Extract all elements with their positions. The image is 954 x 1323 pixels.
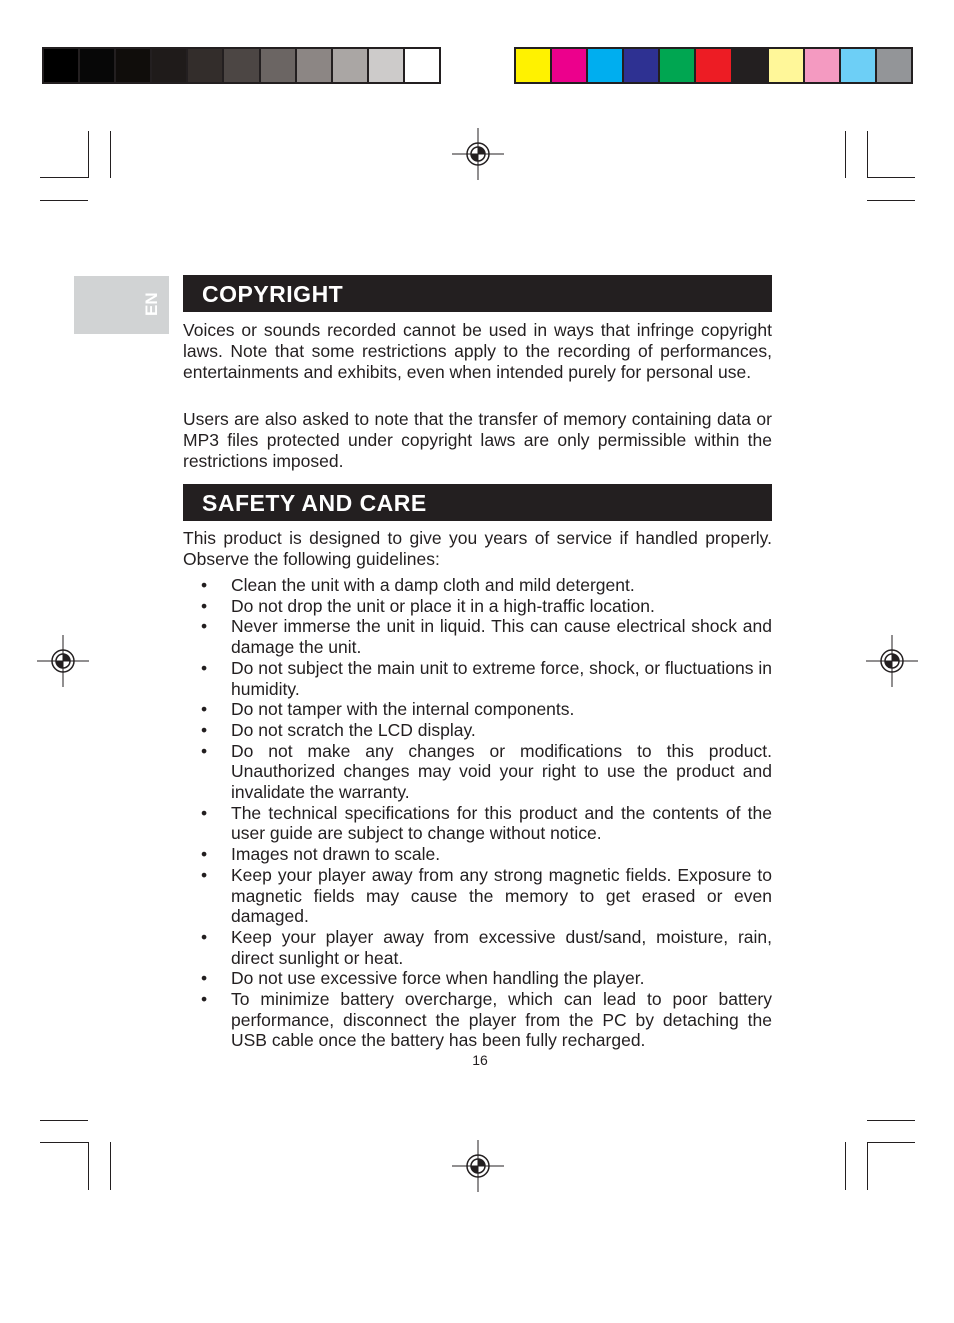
grayscale-swatch <box>369 49 405 82</box>
crop-mark <box>40 177 88 178</box>
process-color-swatch <box>588 49 624 82</box>
list-item: • Do not drop the unit or place it in a high-traffic location. <box>183 596 772 617</box>
list-item: • Images not drawn to scale. <box>183 844 772 865</box>
list-item: • The technical specifications for this product and the contents of the user guide are subject to change without notice. <box>183 803 772 844</box>
safety-intro: This product is designed to give you years of service if handled properly. Observe the following guidelines: <box>183 528 772 569</box>
crop-mark <box>867 131 868 178</box>
grayscale-swatch <box>333 49 369 82</box>
list-item: • Clean the unit with a damp cloth and mild detergent. <box>183 575 772 596</box>
list-item: • Do not tamper with the internal components. <box>183 699 772 720</box>
process-color-swatch <box>877 49 911 82</box>
grayscale-color-bar <box>42 47 441 84</box>
process-color-swatch <box>841 49 877 82</box>
list-item: • Never immerse the unit in liquid. This can cause electrical shock and damage the unit. <box>183 616 772 657</box>
crop-mark <box>845 131 846 178</box>
page-number: 16 <box>472 1052 488 1068</box>
process-color-swatch <box>805 49 841 82</box>
list-item: • Do not make any changes or modifications to this product. Unauthorized changes may void your right to use the product and invalidate the warranty. <box>183 741 772 803</box>
safety-guidelines-list <box>183 575 772 1051</box>
crop-mark <box>867 1142 915 1143</box>
list-item: • Do not use excessive force when handling the player. <box>183 968 772 989</box>
registration-mark-icon <box>452 128 504 180</box>
grayscale-swatch <box>152 49 188 82</box>
safety-heading: SAFETY AND CARE <box>183 484 772 521</box>
process-color-swatch <box>552 49 588 82</box>
grayscale-swatch <box>297 49 333 82</box>
crop-mark <box>867 177 915 178</box>
crop-mark <box>88 1142 89 1190</box>
process-color-swatch <box>769 49 805 82</box>
list-item: • Do not scratch the LCD display. <box>183 720 772 741</box>
process-color-swatch <box>624 49 660 82</box>
crop-mark <box>110 131 111 178</box>
list-item: • Keep your player away from any strong magnetic fields. Exposure to magnetic fields may cause the memory to get erased or even damaged. <box>183 865 772 927</box>
registration-mark-icon <box>37 635 89 687</box>
list-item: • To minimize battery overcharge, which can lead to poor battery performance, disconnect the player from the PC by detaching the USB cable once the battery has been fully recharged. <box>183 989 772 1051</box>
process-color-swatch <box>660 49 696 82</box>
grayscale-swatch <box>224 49 260 82</box>
list-item: • Do not subject the main unit to extreme force, shock, or fluctuations in humidity. <box>183 658 772 699</box>
crop-mark <box>40 200 88 201</box>
process-color-bar <box>514 47 913 84</box>
process-color-swatch <box>733 49 769 82</box>
grayscale-swatch <box>116 49 152 82</box>
crop-mark <box>867 1120 915 1121</box>
grayscale-swatch <box>188 49 224 82</box>
copyright-heading: COPYRIGHT <box>183 275 772 312</box>
grayscale-swatch <box>405 49 439 82</box>
crop-mark <box>845 1142 846 1190</box>
process-color-swatch <box>516 49 552 82</box>
crop-mark <box>110 1142 111 1190</box>
grayscale-swatch <box>261 49 297 82</box>
crop-mark <box>40 1120 88 1121</box>
grayscale-swatch <box>80 49 116 82</box>
crop-mark <box>867 200 915 201</box>
language-tab-label: EN <box>142 292 161 316</box>
crop-mark <box>40 1142 88 1143</box>
copyright-paragraph-2: Users are also asked to note that the transfer of memory containing data or MP3 files protected under copyright laws are only permissible within the restrictions imposed. <box>183 409 772 471</box>
list-item: • Keep your player away from excessive dust/sand, moisture, rain, direct sunlight or heat. <box>183 927 772 968</box>
grayscale-swatch <box>44 49 80 82</box>
process-color-swatch <box>696 49 732 82</box>
copyright-paragraph-1: Voices or sounds recorded cannot be used in ways that infringe copyright laws. Note that some restrictions apply to the recording of performances, entertainments and exhibits, even when intended purely for personal use. <box>183 320 772 382</box>
crop-mark <box>867 1142 868 1190</box>
crop-mark <box>88 131 89 178</box>
registration-mark-icon <box>866 635 918 687</box>
registration-mark-icon <box>452 1140 504 1192</box>
